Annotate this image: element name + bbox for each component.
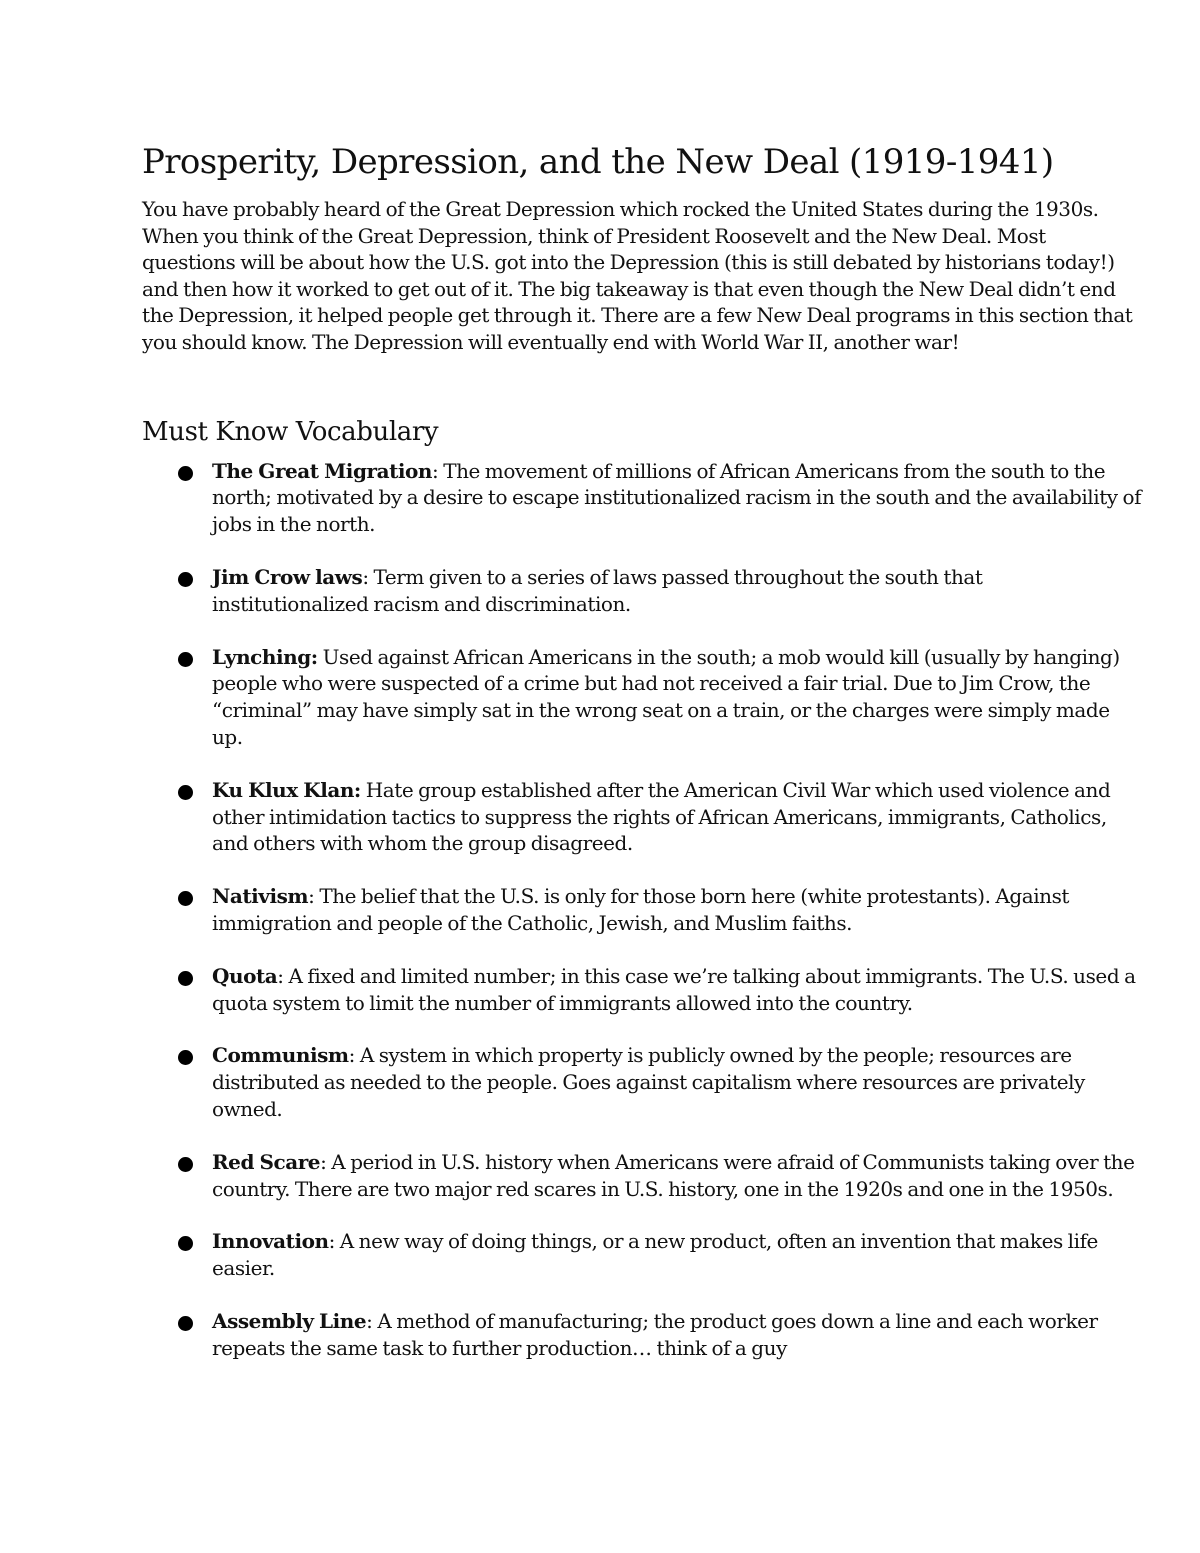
bullet-icon: [178, 891, 193, 906]
vocab-term: The Great Migration: [212, 458, 432, 483]
vocab-item: [142, 644, 1142, 751]
vocab-definition: : A new way of doing things, or a new product, often an invention that makes life easier.: [212, 1229, 1098, 1281]
vocab-term: Quota: [212, 963, 278, 988]
vocab-definition: : A fixed and limited number; in this case we’re talking about immigrants. The U.S. used a quota system to limit the number of immigrants allowed into the country.: [212, 963, 1136, 1015]
vocab-definition: : The belief that the U.S. is only for those born here (white protestants). Against immigration and people of the Catholic, Jewish, and Muslim faiths.: [212, 884, 1070, 935]
vocab-definition: : The movement of millions of African Americans from the south to the north; motivated by a desire to escape institutionalized racism in the south and the availability of jobs in the north.: [212, 458, 1142, 537]
vocab-definition: : A period in U.S. history when Americans were afraid of Communists taking over the country. There are two major red scares in U.S. history, one in the 1920s and one in the 1950s.: [212, 1149, 1135, 1201]
vocab-item: [142, 777, 1142, 857]
bullet-icon: [178, 1050, 193, 1065]
vocab-item: [142, 458, 1142, 538]
vocabulary-list: [142, 458, 1142, 1362]
vocab-item: [142, 883, 1142, 937]
intro-paragraph: You have probably heard of the Great Depression which rocked the United States during the 1930s. When you think of the Great Depression, think of President Roosevelt and the New Deal. Most questions will be about how the U.S. got into the Depression (this is still debated by historians today!) and then how it worked to get out of it. The big takeaway is that even though the New Deal didn’t end the Depression, it helped people get through it. There are a few New Deal programs in this section that you should know. The Depression will eventually end with World War II, another war!: [142, 197, 1133, 354]
vocab-definition: Hate group established after the American Civil War which used violence and other intimidation tactics to suppress the rights of African Americans, immigrants, Catholics, and others with whom the group disagreed.: [212, 777, 1111, 856]
bullet-icon: [178, 1236, 193, 1251]
vocab-definition: : A system in which property is publicly owned by the people; resources are distributed as needed to the people. Goes against capitalism where resources are privately owned.: [212, 1043, 1085, 1121]
vocab-item: [142, 564, 1142, 618]
bullet-icon: [178, 1316, 193, 1331]
document-page: [142, 140, 1142, 1387]
vocab-term: Ku Klux Klan:: [212, 777, 361, 802]
bullet-icon: [178, 572, 193, 587]
vocab-term: Jim Crow laws: [212, 564, 363, 589]
vocab-term: Assembly Line: [212, 1308, 367, 1333]
vocab-item: [142, 1308, 1142, 1362]
bullet-icon: [178, 652, 193, 667]
vocab-term: Nativism: [212, 884, 309, 909]
vocab-definition: : Term given to a series of laws passed throughout the south that institutionalized racism and discrimination.: [212, 564, 983, 616]
vocab-term: Lynching:: [212, 644, 318, 669]
vocab-term: Communism: [212, 1043, 349, 1068]
vocab-item: [142, 1149, 1142, 1203]
vocab-term: Red Scare: [212, 1149, 321, 1174]
bullet-icon: [178, 466, 193, 481]
vocab-item: [142, 1228, 1142, 1282]
vocab-definition: Used against African Americans in the south; a mob would kill (usually by hanging) people who were suspected of a crime but had not received a fair trial. Due to Jim Crow, the “criminal” may have simply sat in the wrong seat on a train, or the charges were simply made up.: [212, 644, 1120, 749]
vocab-definition: : A method of manufacturing; the product goes down a line and each worker repeats the same task to further production… think of a guy: [212, 1308, 1098, 1360]
section-heading: Must Know Vocabulary: [142, 416, 439, 447]
vocab-item: [142, 963, 1142, 1017]
bullet-icon: [178, 971, 193, 986]
bullet-icon: [178, 785, 193, 800]
bullet-icon: [178, 1157, 193, 1172]
page-title: Prosperity, Depression, and the New Deal (1919-1941): [142, 142, 1054, 182]
vocab-term: Innovation: [212, 1229, 329, 1254]
vocab-item: [142, 1042, 1142, 1122]
